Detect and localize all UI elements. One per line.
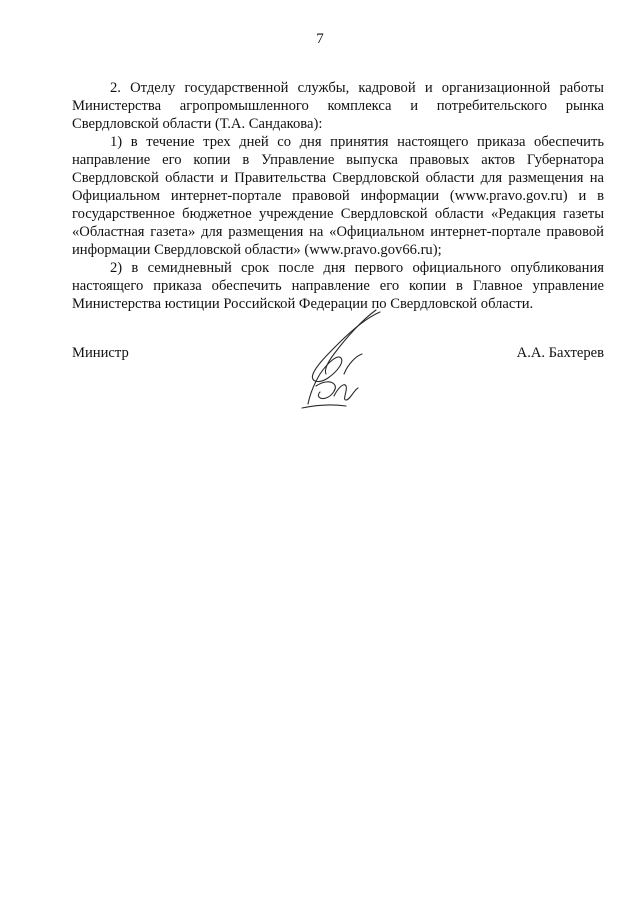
position-title: Министр xyxy=(72,345,129,361)
signatory-name: А.А. Бахтерев xyxy=(516,345,604,361)
handwritten-signature-icon xyxy=(286,304,386,414)
subparagraph-2: 2) в семидневный срок после дня первого официального опубликования настоящего приказа обеспечить направление его копии в Главное управление Министерства юстиции Российской Федерации по Свердловской области. xyxy=(72,260,604,312)
page-number: 7 xyxy=(316,31,324,47)
subparagraph-1: 1) в течение трех дней со дня принятия настоящего приказа обеспечить направление его копии в Управление выпуска правовых актов Губернатора Свердловской области и Правительства Свердловской области для размещения на Официальном интернет-портале правовой информации (www.pravo.gov.ru) и в государственное бюджетное учреждение Свердловской области «Редакция газеты «Областная газета» для размещения на «Официальном интернет-портале правовой информации Свердловской области» (www.pravo.gov66.ru); xyxy=(72,134,604,258)
paragraph-item-2: 2. Отделу государственной службы, кадровой и организационной работы Министерства агропромышленного комплекса и потребительского рынка Свердловской области (Т.А. Сандакова): xyxy=(72,80,604,132)
document-body xyxy=(72,79,604,313)
